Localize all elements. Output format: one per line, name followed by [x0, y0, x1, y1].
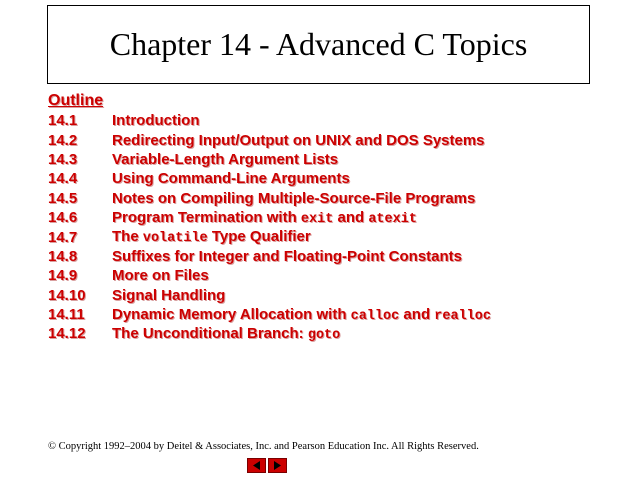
outline-item-text: Using Command-Line Arguments [112, 170, 350, 188]
outline-item-title [112, 267, 209, 284]
triangle-left-icon [251, 460, 262, 471]
slide-title: Chapter 14 - Advanced C Topics [109, 26, 528, 62]
outline-item-number: 14.5 [48, 189, 78, 207]
outline-item [48, 286, 491, 305]
outline-item-title [112, 228, 311, 246]
outline-item-title [112, 209, 417, 227]
outline-item-title [112, 325, 340, 343]
title-box [47, 5, 590, 84]
outline-heading: Outline [48, 92, 104, 109]
outline-item-text: The [112, 228, 143, 246]
outline-item-number: 14.8 [48, 247, 78, 265]
outline-item-text: The Unconditional Branch: [112, 324, 308, 342]
outline-item-text: Variable-Length Argument Lists [112, 150, 339, 168]
outline-item-title [112, 151, 338, 168]
outline-item-title [112, 248, 462, 265]
outline-item-text: Suffixes for Integer and Floating-Point Constants [112, 247, 463, 265]
outline-item-text: Introduction [112, 112, 200, 130]
outline-item [48, 305, 491, 324]
outline-item-number: 14.10 [48, 286, 86, 304]
outline-list [48, 111, 491, 344]
outline-item-text: Redirecting Input/Output on UNIX and DOS Systems [112, 131, 485, 149]
outline-item-title [112, 132, 485, 149]
outline-item-title [112, 287, 225, 304]
code-keyword: volatile [142, 231, 208, 247]
outline-item-number: 14.12 [48, 325, 86, 343]
code-keyword: realloc [434, 308, 491, 324]
outline-item [48, 150, 491, 169]
outline-item [48, 130, 491, 149]
outline-item-text: and [333, 208, 369, 226]
outline-item-title [112, 170, 350, 187]
triangle-right-icon [272, 460, 283, 471]
outline-item-text: Program Termination with [112, 208, 301, 226]
outline-item-text: More on Files [112, 267, 209, 285]
next-slide-button[interactable] [268, 458, 287, 473]
outline-item-text: and [399, 305, 435, 323]
outline-item-title [112, 306, 491, 324]
outline-item [48, 247, 491, 266]
code-keyword: atexit [368, 211, 417, 227]
outline-item-number: 14.1 [48, 112, 78, 130]
outline-item-number: 14.9 [48, 267, 78, 285]
outline-item-number: 14.7 [48, 228, 78, 246]
code-keyword: exit [300, 211, 334, 227]
outline-item-title [112, 190, 475, 207]
outline-item-number: 14.6 [48, 209, 78, 227]
slide-navigation [247, 458, 287, 473]
outline-item [48, 324, 491, 343]
outline-item-text: Signal Handling [112, 286, 226, 304]
outline-item [48, 189, 491, 208]
outline-item [48, 266, 491, 285]
copyright-notice: © Copyright 1992–2004 by Deitel & Associates, Inc. and Pearson Education Inc. All Rights Reserved. [48, 441, 479, 452]
outline-item [48, 227, 491, 246]
outline-item-title [112, 112, 199, 129]
outline-item [48, 111, 491, 130]
outline-item-text: Dynamic Memory Allocation with [112, 305, 351, 323]
outline-item-text: Type Qualifier [207, 228, 311, 246]
outline-item-text: Notes on Compiling Multiple-Source-File Programs [112, 189, 476, 207]
outline-item-number: 14.3 [48, 150, 78, 168]
outline-item-number: 14.4 [48, 170, 78, 188]
code-keyword: goto [307, 327, 341, 343]
code-keyword: calloc [350, 308, 400, 324]
outline-item-number: 14.11 [48, 306, 85, 324]
previous-slide-button[interactable] [247, 458, 266, 473]
outline-item-number: 14.2 [48, 131, 78, 149]
outline-item [48, 208, 491, 227]
outline-item [48, 169, 491, 188]
